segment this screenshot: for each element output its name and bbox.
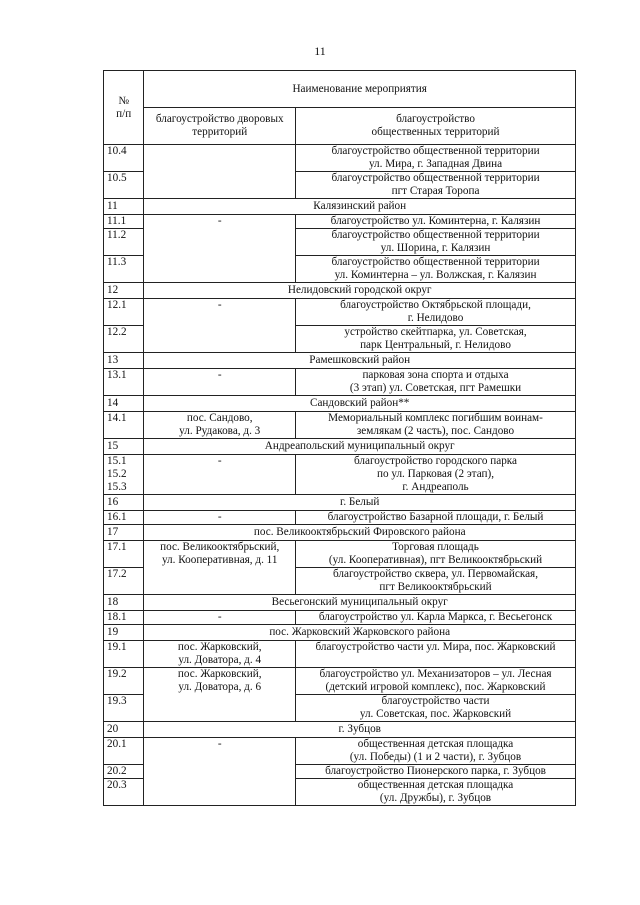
section-title: Весьегонский муниципальный округ: [144, 595, 576, 611]
yard-territory-cell: пос. Жарковский, ул. Доватора, д. 6: [144, 668, 296, 722]
yard-territory-cell: -: [144, 215, 296, 283]
row-number: 13: [104, 353, 144, 369]
yard-territory-cell: -: [144, 299, 296, 353]
row-number: 20.2: [104, 765, 144, 779]
yard-territory-cell: [144, 145, 296, 199]
section-title: Нелидовский городской округ: [144, 283, 576, 299]
measures-table: [103, 70, 576, 806]
row-number: 17: [104, 525, 144, 541]
row-number: 18.1: [104, 611, 144, 625]
public-territory-cell: Мемориальный комплекс погибшим воинам- землякам (2 часть), пос. Сандово: [296, 412, 576, 439]
public-territory-cell: Торговая площадь (ул. Кооперативная), пгт Великооктябрьский: [296, 541, 576, 568]
row-number: 10.4: [104, 145, 144, 172]
row-number: 18: [104, 595, 144, 611]
public-territory-cell: благоустройство общественной территории ул. Коминтерна – ул. Волжская, г. Калязин: [296, 256, 576, 283]
row-number: 13.1: [104, 369, 144, 396]
yard-territory-cell: пос. Сандово, ул. Рудакова, д. 3: [144, 412, 296, 439]
row-number: 11: [104, 199, 144, 215]
public-territory-cell: общественная детская площадка (ул. Дружбы), г. Зубцов: [296, 779, 576, 806]
row-number: 12.1: [104, 299, 144, 326]
public-territory-cell: благоустройство части ул. Советская, пос. Жарковский: [296, 695, 576, 722]
table-row: [104, 511, 576, 525]
public-territory-cell: благоустройство Октябрьской площади, г. Нелидово: [296, 299, 576, 326]
section-row: [104, 495, 576, 511]
row-number: 15.1 15.2 15.3: [104, 455, 144, 495]
row-number: 14: [104, 396, 144, 412]
row-number: 19: [104, 625, 144, 641]
row-number: 20.3: [104, 779, 144, 806]
section-row: [104, 722, 576, 738]
section-row: [104, 353, 576, 369]
table-row: [104, 668, 576, 695]
yard-territory-cell: -: [144, 511, 296, 525]
header-num: № п/п: [104, 71, 144, 145]
public-territory-cell: благоустройство ул. Коминтерна, г. Калязин: [296, 215, 576, 229]
yard-territory-cell: -: [144, 455, 296, 495]
row-number: 20: [104, 722, 144, 738]
section-title: Андреапольский муниципальный округ: [144, 439, 576, 455]
section-row: [104, 199, 576, 215]
row-number: 11.3: [104, 256, 144, 283]
yard-territory-cell: пос. Жарковский, ул. Доватора, д. 4: [144, 641, 296, 668]
row-number: 11.1: [104, 215, 144, 229]
public-territory-cell: благоустройство ул. Карла Маркса, г. Весьегонск: [296, 611, 576, 625]
row-number: 17.1: [104, 541, 144, 568]
section-title: Рамешковский район: [144, 353, 576, 369]
table-row: [104, 299, 576, 326]
section-title: г. Зубцов: [144, 722, 576, 738]
table-row: [104, 369, 576, 396]
section-title: пос. Жарковский Жарковского района: [144, 625, 576, 641]
table-row: [104, 541, 576, 568]
section-row: [104, 595, 576, 611]
section-title: г. Белый: [144, 495, 576, 511]
header-yard-territories: благоустройство дворовых территорий: [144, 108, 296, 145]
table-row: [104, 611, 576, 625]
public-territory-cell: благоустройство сквера, ул. Первомайская, пгт Великооктябрьский: [296, 568, 576, 595]
row-number: 19.2: [104, 668, 144, 695]
table-row: [104, 455, 576, 495]
public-territory-cell: благоустройство Базарной площади, г. Белый: [296, 511, 576, 525]
row-number: 10.5: [104, 172, 144, 199]
row-number: 17.2: [104, 568, 144, 595]
row-number: 16: [104, 495, 144, 511]
section-row: [104, 439, 576, 455]
row-number: 14.1: [104, 412, 144, 439]
table-row: [104, 412, 576, 439]
yard-territory-cell: -: [144, 738, 296, 806]
public-territory-cell: парковая зона спорта и отдыха (3 этап) ул. Советская, пгт Рамешки: [296, 369, 576, 396]
page-number: 11: [314, 44, 326, 58]
row-number: 20.1: [104, 738, 144, 765]
section-row: [104, 625, 576, 641]
header-name: Наименование мероприятия: [144, 71, 576, 108]
public-territory-cell: благоустройство Пионерского парка, г. Зубцов: [296, 765, 576, 779]
public-territory-cell: благоустройство части ул. Мира, пос. Жарковский: [296, 641, 576, 668]
yard-territory-cell: -: [144, 611, 296, 625]
section-title: Калязинский район: [144, 199, 576, 215]
public-territory-cell: благоустройство ул. Механизаторов – ул. Лесная (детский игровой комплекс), пос. Жарковский: [296, 668, 576, 695]
yard-territory-cell: пос. Великооктябрьский, ул. Кооперативная, д. 11: [144, 541, 296, 595]
section-row: [104, 283, 576, 299]
table-row: [104, 215, 576, 229]
row-number: 11.2: [104, 229, 144, 256]
row-number: 19.3: [104, 695, 144, 722]
public-territory-cell: общественная детская площадка (ул. Победы) (1 и 2 части), г. Зубцов: [296, 738, 576, 765]
section-title: Сандовский район**: [144, 396, 576, 412]
public-territory-cell: благоустройство общественной территории ул. Мира, г. Западная Двина: [296, 145, 576, 172]
header-public-territories: благоустройство общественных территорий: [296, 108, 576, 145]
row-number: 19.1: [104, 641, 144, 668]
public-territory-cell: благоустройство общественной территории пгт Старая Торопа: [296, 172, 576, 199]
row-number: 15: [104, 439, 144, 455]
row-number: 12.2: [104, 326, 144, 353]
row-number: 12: [104, 283, 144, 299]
yard-territory-cell: -: [144, 369, 296, 396]
table-row: [104, 641, 576, 668]
section-row: [104, 396, 576, 412]
section-row: [104, 525, 576, 541]
public-territory-cell: благоустройство общественной территории ул. Шорина, г. Калязин: [296, 229, 576, 256]
public-territory-cell: благоустройство городского парка по ул. Парковая (2 этап), г. Андреаполь: [296, 455, 576, 495]
public-territory-cell: устройство скейтпарка, ул. Советская, парк Центральный, г. Нелидово: [296, 326, 576, 353]
table-row: [104, 145, 576, 172]
section-title: пос. Великооктябрьский Фировского района: [144, 525, 576, 541]
row-number: 16.1: [104, 511, 144, 525]
table-row: [104, 738, 576, 765]
